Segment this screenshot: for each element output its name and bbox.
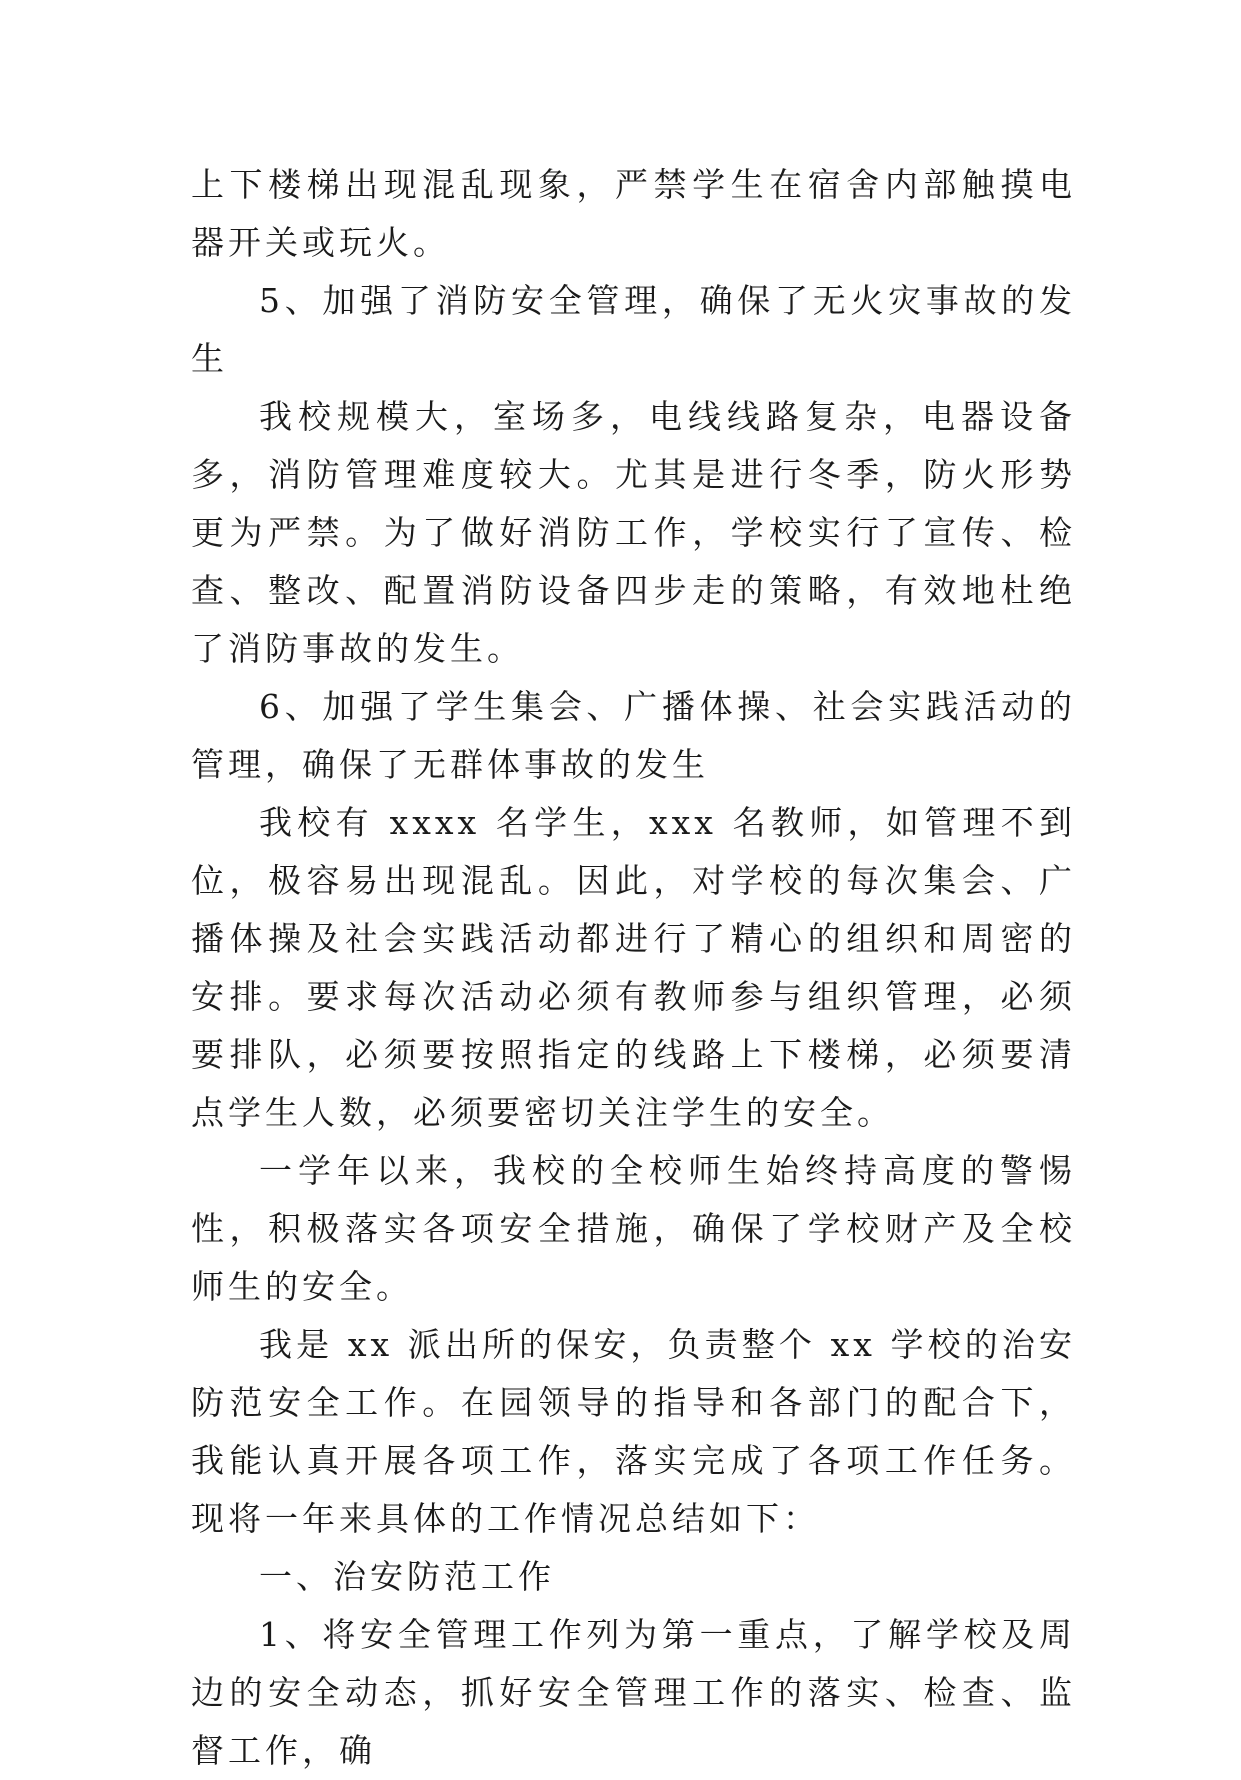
paragraph-4-heading: 6、加强了学生集会、广播体操、社会实践活动的管理，确保了无群体事故的发生 xyxy=(191,687,1076,784)
paragraph-5: 我校有 xxxx 名学生，xxx 名教师，如管理不到位，极容易出现混乱。因此，对学校的每次集会、广播体操及社会实践活动都进行了精心的组织和周密的安排。要求每次活动必须有教师参与组织管理，必须要排队，必须要按照指定的线路上下楼梯，必须要清点学生人数，必须要密切关注学生的安全。 xyxy=(191,803,1076,1132)
paragraph-7: 我是 xx 派出所的保安，负责整个 xx 学校的治安防范安全工作。在园领导的指导和各部门的配合下，我能认真开展各项工作，落实完成了各项工作任务。现将一年来具体的工作情况总结如下： xyxy=(191,1325,1076,1538)
paragraph-6: 一学年以来，我校的全校师生始终持高度的警惕性，积极落实各项安全措施，确保了学校财产及全校师生的安全。 xyxy=(191,1151,1076,1306)
paragraph-8-heading: 一、治安防范工作 xyxy=(259,1557,555,1596)
paragraph-3: 我校规模大，室场多，电线线路复杂，电器设备多，消防管理难度较大。尤其是进行冬季，防火形势更为严禁。为了做好消防工作，学校实行了宣传、检查、整改、配置消防设备四步走的策略，有效地杜绝了消防事故的发生。 xyxy=(191,397,1076,668)
paragraph-9: 1、将安全管理工作列为第一重点，了解学校及周边的安全动态，抓好安全管理工作的落实、检查、监督工作，确 xyxy=(191,1615,1076,1770)
paragraph-1: 上下楼梯出现混乱现象，严禁学生在宿舍内部触摸电器开关或玩火。 xyxy=(191,165,1076,262)
paragraph-2-heading: 5、加强了消防安全管理，确保了无火灾事故的发生 xyxy=(191,281,1076,378)
document-body xyxy=(191,156,1076,1780)
